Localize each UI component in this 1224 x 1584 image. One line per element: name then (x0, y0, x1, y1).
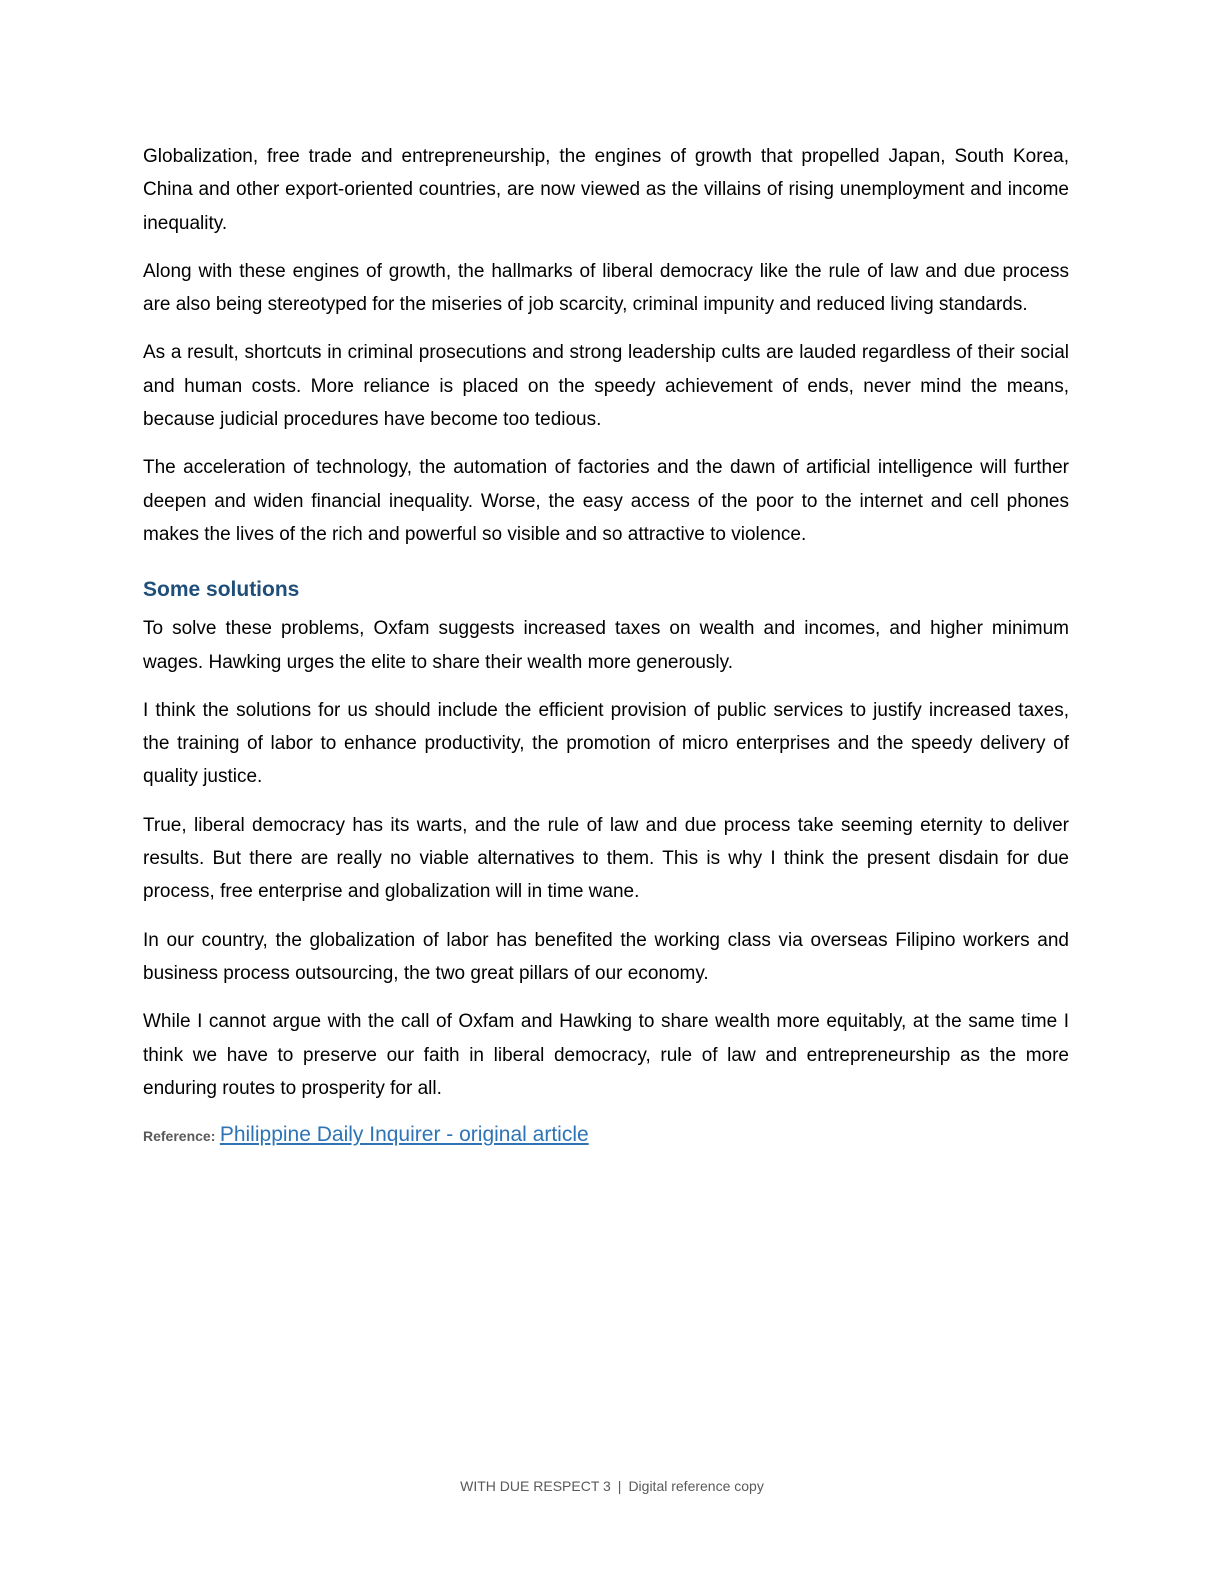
section-heading: Some solutions (143, 578, 300, 602)
paragraph: The acceleration of technology, the automation of factories and the dawn of artificial intelligence will further deepen and widen financial inequality. Worse, the easy access of the poor to the internet and cell phones makes the lives of the rich and powerful so visible and so attractive to violence. (143, 457, 1069, 545)
document-body (143, 140, 1069, 1152)
footer-note: Digital reference copy (628, 1478, 764, 1494)
reference-link[interactable]: Philippine Daily Inquirer - original article (219, 1123, 589, 1147)
reference-label: Reference: (143, 1128, 216, 1145)
paragraph: Along with these engines of growth, the hallmarks of liberal democracy like the rule of law and due process are also being stereotyped for the miseries of job scarcity, criminal impunity and reduced living standards. (143, 260, 1069, 316)
paragraph: To solve these problems, Oxfam suggests increased taxes on wealth and incomes, and higher minimum wages. Hawking urges the elite to share their wealth more generously. (143, 618, 1069, 673)
paragraph: True, liberal democracy has its warts, and the rule of law and due process take seeming eternity to deliver results. But there are really no viable alternatives to them. This is why I think the present disdain for due process, free enterprise and globalization will in time wane. (143, 814, 1069, 903)
footer-separator: | (617, 1478, 622, 1494)
paragraph: In our country, the globalization of labor has benefited the working class via overseas Filipino workers and business process outsourcing, the two great pillars of our economy. (143, 929, 1069, 984)
paragraph: As a result, shortcuts in criminal prosecutions and strong leadership cults are lauded regardless of their social and human costs. More reliance is placed on the speedy achievement of ends, never mind the means, because judicial procedures have become too tedious. (143, 342, 1069, 431)
reference-line (143, 1120, 1069, 1152)
page-footer (0, 1478, 1224, 1494)
paragraph: While I cannot argue with the call of Oxfam and Hawking to share wealth more equitably, at the same time I think we have to preserve our faith in liberal democracy, rule of law and entrepreneurship as the more enduring routes to prosperity for all. (143, 1011, 1069, 1099)
footer-title: WITH DUE RESPECT 3 (460, 1478, 611, 1494)
paragraph: Globalization, free trade and entrepreneurship, the engines of growth that propelled Japan, South Korea, China and other export-oriented countries, are now viewed as the villains of rising unemployment and income inequality. (143, 146, 1069, 234)
paragraph: I think the solutions for us should include the efficient provision of public services to justify increased taxes, the training of labor to enhance productivity, the promotion of micro enterprises and the speedy delivery of quality justice. (143, 699, 1069, 788)
